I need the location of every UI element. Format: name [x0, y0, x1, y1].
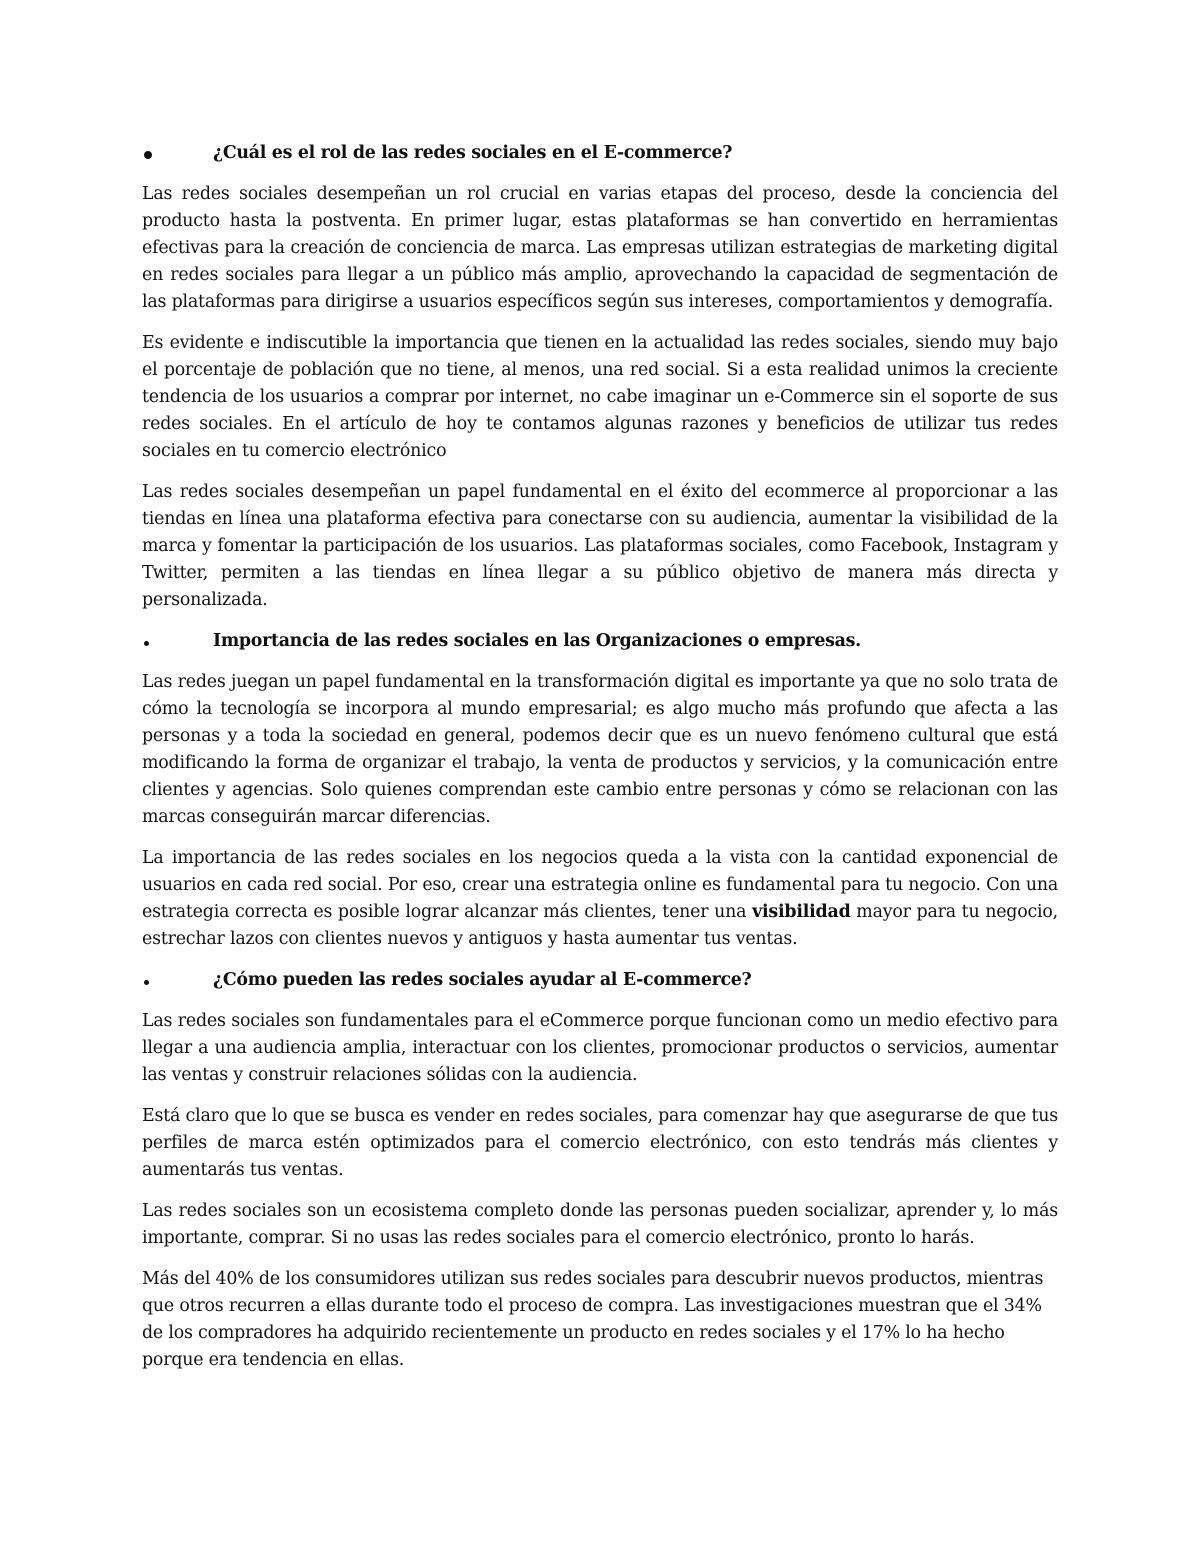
paragraph: Las redes juegan un papel fundamental en la transformación digital es importante ya que no solo trata de cómo la tecnología se incorpora al mundo empresarial; es algo mucho más profundo que afecta a las personas y a toda la sociedad en general, podemos decir que es un nuevo fenómeno cultural que está modificando la forma de organizar el trabajo, la venta de productos y servicios, y la comunicación entre clientes y agencias. Solo quienes comprendan este cambio entre personas y cómo se relacionan con las marcas conseguirán marcar diferencias. — [142, 672, 1058, 827]
section-heading-importancia — [142, 628, 1058, 655]
bullet-small-icon — [142, 967, 162, 994]
bullet-small-icon — [142, 628, 162, 655]
section-heading-rol — [142, 140, 1058, 167]
heading-text: Importancia de las redes sociales en las Organizaciones o empresas. — [213, 631, 861, 651]
heading-text: ¿Cómo pueden las redes sociales ayudar al E-commerce? — [213, 970, 752, 990]
paragraph: Las redes sociales son un ecosistema completo donde las personas pueden socializar, aprender y, lo más importante, comprar. Si no usas las redes sociales para el comercio electrónico, pronto lo harás. — [142, 1201, 1058, 1248]
paragraph: Está claro que lo que se busca es vender en redes sociales, para comenzar hay que asegurarse de que tus perfiles de marca estén optimizados para el comercio electrónico, con esto tendrás más clientes y aumentarás tus ventas. — [142, 1106, 1058, 1180]
paragraph-visibilidad — [142, 845, 1058, 953]
section-heading-ayuda — [142, 967, 1058, 994]
heading-text: ¿Cuál es el rol de las redes sociales en el E-commerce? — [213, 143, 733, 163]
bullet-dot-icon — [142, 140, 162, 168]
paragraph-text: mayor para tu negocio, estrechar lazos con clientes nuevos y antiguos y hasta aumentar tus ventas. — [142, 902, 1058, 949]
bold-term: visibilidad — [752, 902, 851, 922]
paragraph: Es evidente e indiscutible la importancia que tienen en la actualidad las redes sociales, siendo muy bajo el porcentaje de población que no tiene, al menos, una red social. Si a esta realidad unimos la creciente tendencia de los usuarios a comprar por internet, no cabe imaginar un e-Commerce sin el soporte de sus redes sociales. En el artículo de hoy te contamos algunas razones y beneficios de utilizar tus redes sociales en tu comercio electrónico — [142, 333, 1058, 461]
paragraph: Las redes sociales son fundamentales para el eCommerce porque funcionan como un medio efectivo para llegar a una audiencia amplia, interactuar con los clientes, promocionar productos o servicios, aumentar las ventas y construir relaciones sólidas con la audiencia. — [142, 1011, 1058, 1085]
document-body — [142, 140, 1058, 1388]
paragraph: Las redes sociales desempeñan un rol crucial en varias etapas del proceso, desde la conciencia del producto hasta la postventa. En primer lugar, estas plataformas se han convertido en herramientas efectivas para la creación de conciencia de marca. Las empresas utilizan estrategias de marketing digital en redes sociales para llegar a un público más amplio, aprovechando la capacidad de segmentación de las plataformas para dirigirse a usuarios específicos según sus intereses, comportamientos y demografía. — [142, 184, 1058, 312]
paragraph: Las redes sociales desempeñan un papel fundamental en el éxito del ecommerce al proporcionar a las tiendas en línea una plataforma efectiva para conectarse con su audiencia, aumentar la visibilidad de la marca y fomentar la participación de los usuarios. Las plataformas sociales, como Facebook, Instagram y Twitter, permiten a las tiendas en línea llegar a su público objetivo de manera más directa y personalizada. — [142, 482, 1058, 610]
paragraph: Más del 40% de los consumidores utilizan sus redes sociales para descubrir nuevos productos, mientras que otros recurren a ellas durante todo el proceso de compra. Las investigaciones muestran que el 34% de los compradores ha adquirido recientemente un producto en redes sociales y el 17% lo ha hecho porque era tendencia en ellas. — [142, 1269, 1044, 1370]
paragraph-text: La importancia de las redes sociales en los negocios queda a la vista con la cantidad exponencial de usuarios en cada red social. Por eso, crear una estrategia online es fundamental para tu negocio. Con una estrategia correcta es posible lograr alcanzar más clientes, tener una — [142, 848, 1058, 922]
